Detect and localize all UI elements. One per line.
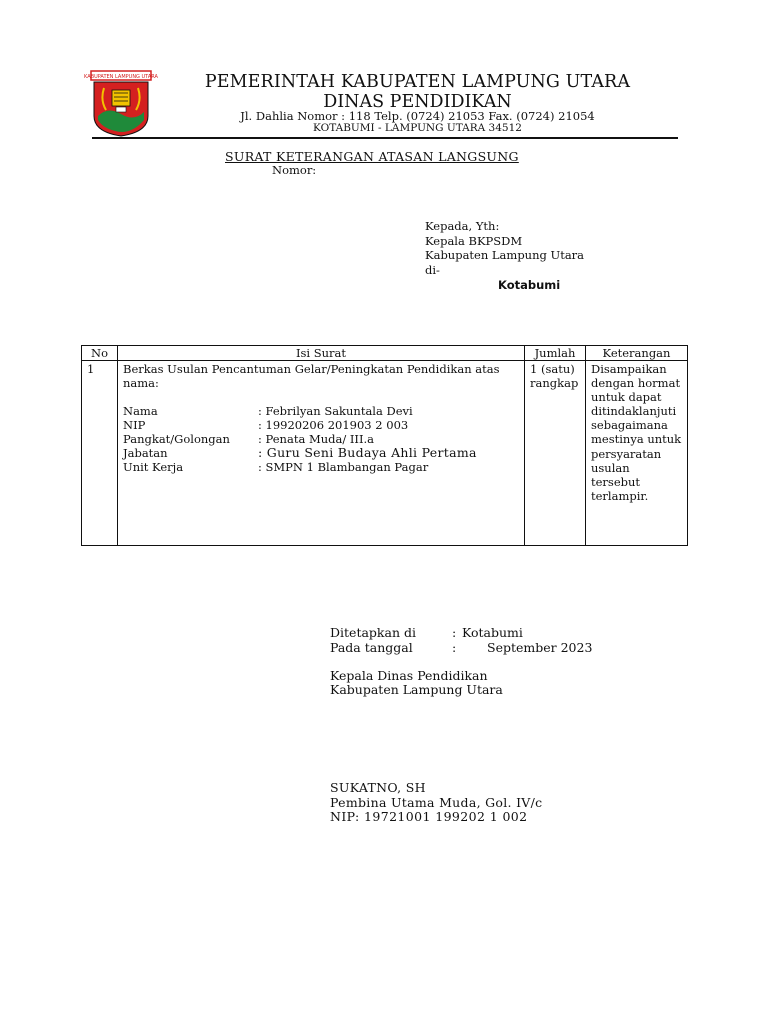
field-label: Nama [123, 404, 158, 418]
document-number-label: Nomor: [272, 163, 317, 177]
field-value: : 19920206 201903 2 003 [258, 418, 409, 432]
letter-subject: Berkas Usulan Pencantuman Gelar/Peningkatan Pendidikan atas nama: [123, 362, 500, 390]
header-isi-surat: Isi Surat [118, 346, 525, 361]
recipient-line: di- [425, 262, 440, 277]
letterhead-divider [92, 137, 678, 139]
field-label: Jabatan [123, 446, 168, 460]
government-name: PEMERINTAH KABUPATEN LAMPUNG UTARA [204, 72, 631, 92]
header-no: No [82, 346, 118, 361]
field-value: : SMPN 1 Blambangan Pagar [258, 460, 429, 474]
letter-table [81, 345, 688, 546]
cell-keterangan [586, 361, 688, 546]
date-label: Pada tanggal [330, 639, 413, 655]
signatory-institution: Kabupaten Lampung Utara [330, 682, 503, 697]
regency-emblem [84, 70, 158, 138]
field-value: : Penata Muda/ III.a [258, 432, 375, 446]
table-header-row [82, 346, 688, 361]
cell-jumlah [525, 361, 586, 546]
place-label: Ditetapkan di [330, 625, 416, 640]
header-jumlah: Jumlah [525, 346, 586, 361]
table-row [82, 361, 688, 546]
employee-fields [123, 404, 519, 474]
field-value: : Febrilyan Sakuntala Devi [258, 404, 413, 418]
issuance-block [330, 626, 592, 656]
header-keterangan: Keterangan [586, 346, 688, 361]
date-separator: : [452, 639, 457, 655]
keterangan-text: Disampaikan dengan hormat untuk dapat ditindaklanjuti sebagaimana mestinya untuk persyaratan usulan tersebut terlampir. [591, 362, 682, 503]
office-city: KOTABUMI - LAMPUNG UTARA 34512 [313, 122, 522, 134]
place-separator: : [452, 625, 457, 640]
date-value: September 2023 [487, 639, 593, 655]
jumlah-text: 1 (satu) rangkap [530, 362, 579, 390]
office-address: Jl. Dahlia Nomor : 118 Telp. (0724) 21053 Fax. (0724) 21054 [240, 109, 595, 123]
field-label: NIP [123, 418, 146, 432]
issuance-place-row [330, 626, 592, 641]
cell-no: 1 [82, 361, 118, 546]
recipient-block [425, 219, 584, 293]
emblem-text: KABUPATEN LAMPUNG UTARA [84, 74, 158, 80]
field-label: Pangkat/Golongan [123, 432, 230, 446]
document-title: SURAT KETERANGAN ATASAN LANGSUNG [225, 149, 519, 164]
issuance-date-row [330, 641, 592, 656]
recipient-line: Kepada, Yth: [425, 219, 500, 233]
signatory-rank: Pembina Utama Muda, Gol. IV/c [330, 795, 543, 810]
signatory-position: Kepala Dinas Pendidikan [330, 668, 488, 683]
recipient-line: Kabupaten Lampung Utara [425, 248, 585, 263]
place-value: Kotabumi [462, 625, 523, 640]
signatory-name: SUKATNO, SH [330, 780, 426, 795]
recipient-line: Kepala BKPSDM [425, 233, 523, 248]
field-label: Unit Kerja [123, 460, 184, 474]
signatory-nip: NIP: 19721001 199202 1 002 [330, 809, 528, 824]
department-name: DINAS PENDIDIKAN [323, 92, 512, 112]
cell-isi-surat [118, 361, 525, 546]
field-value: : Guru Seni Budaya Ahli Pertama [258, 445, 477, 460]
recipient-city: Kotabumi [498, 278, 561, 293]
